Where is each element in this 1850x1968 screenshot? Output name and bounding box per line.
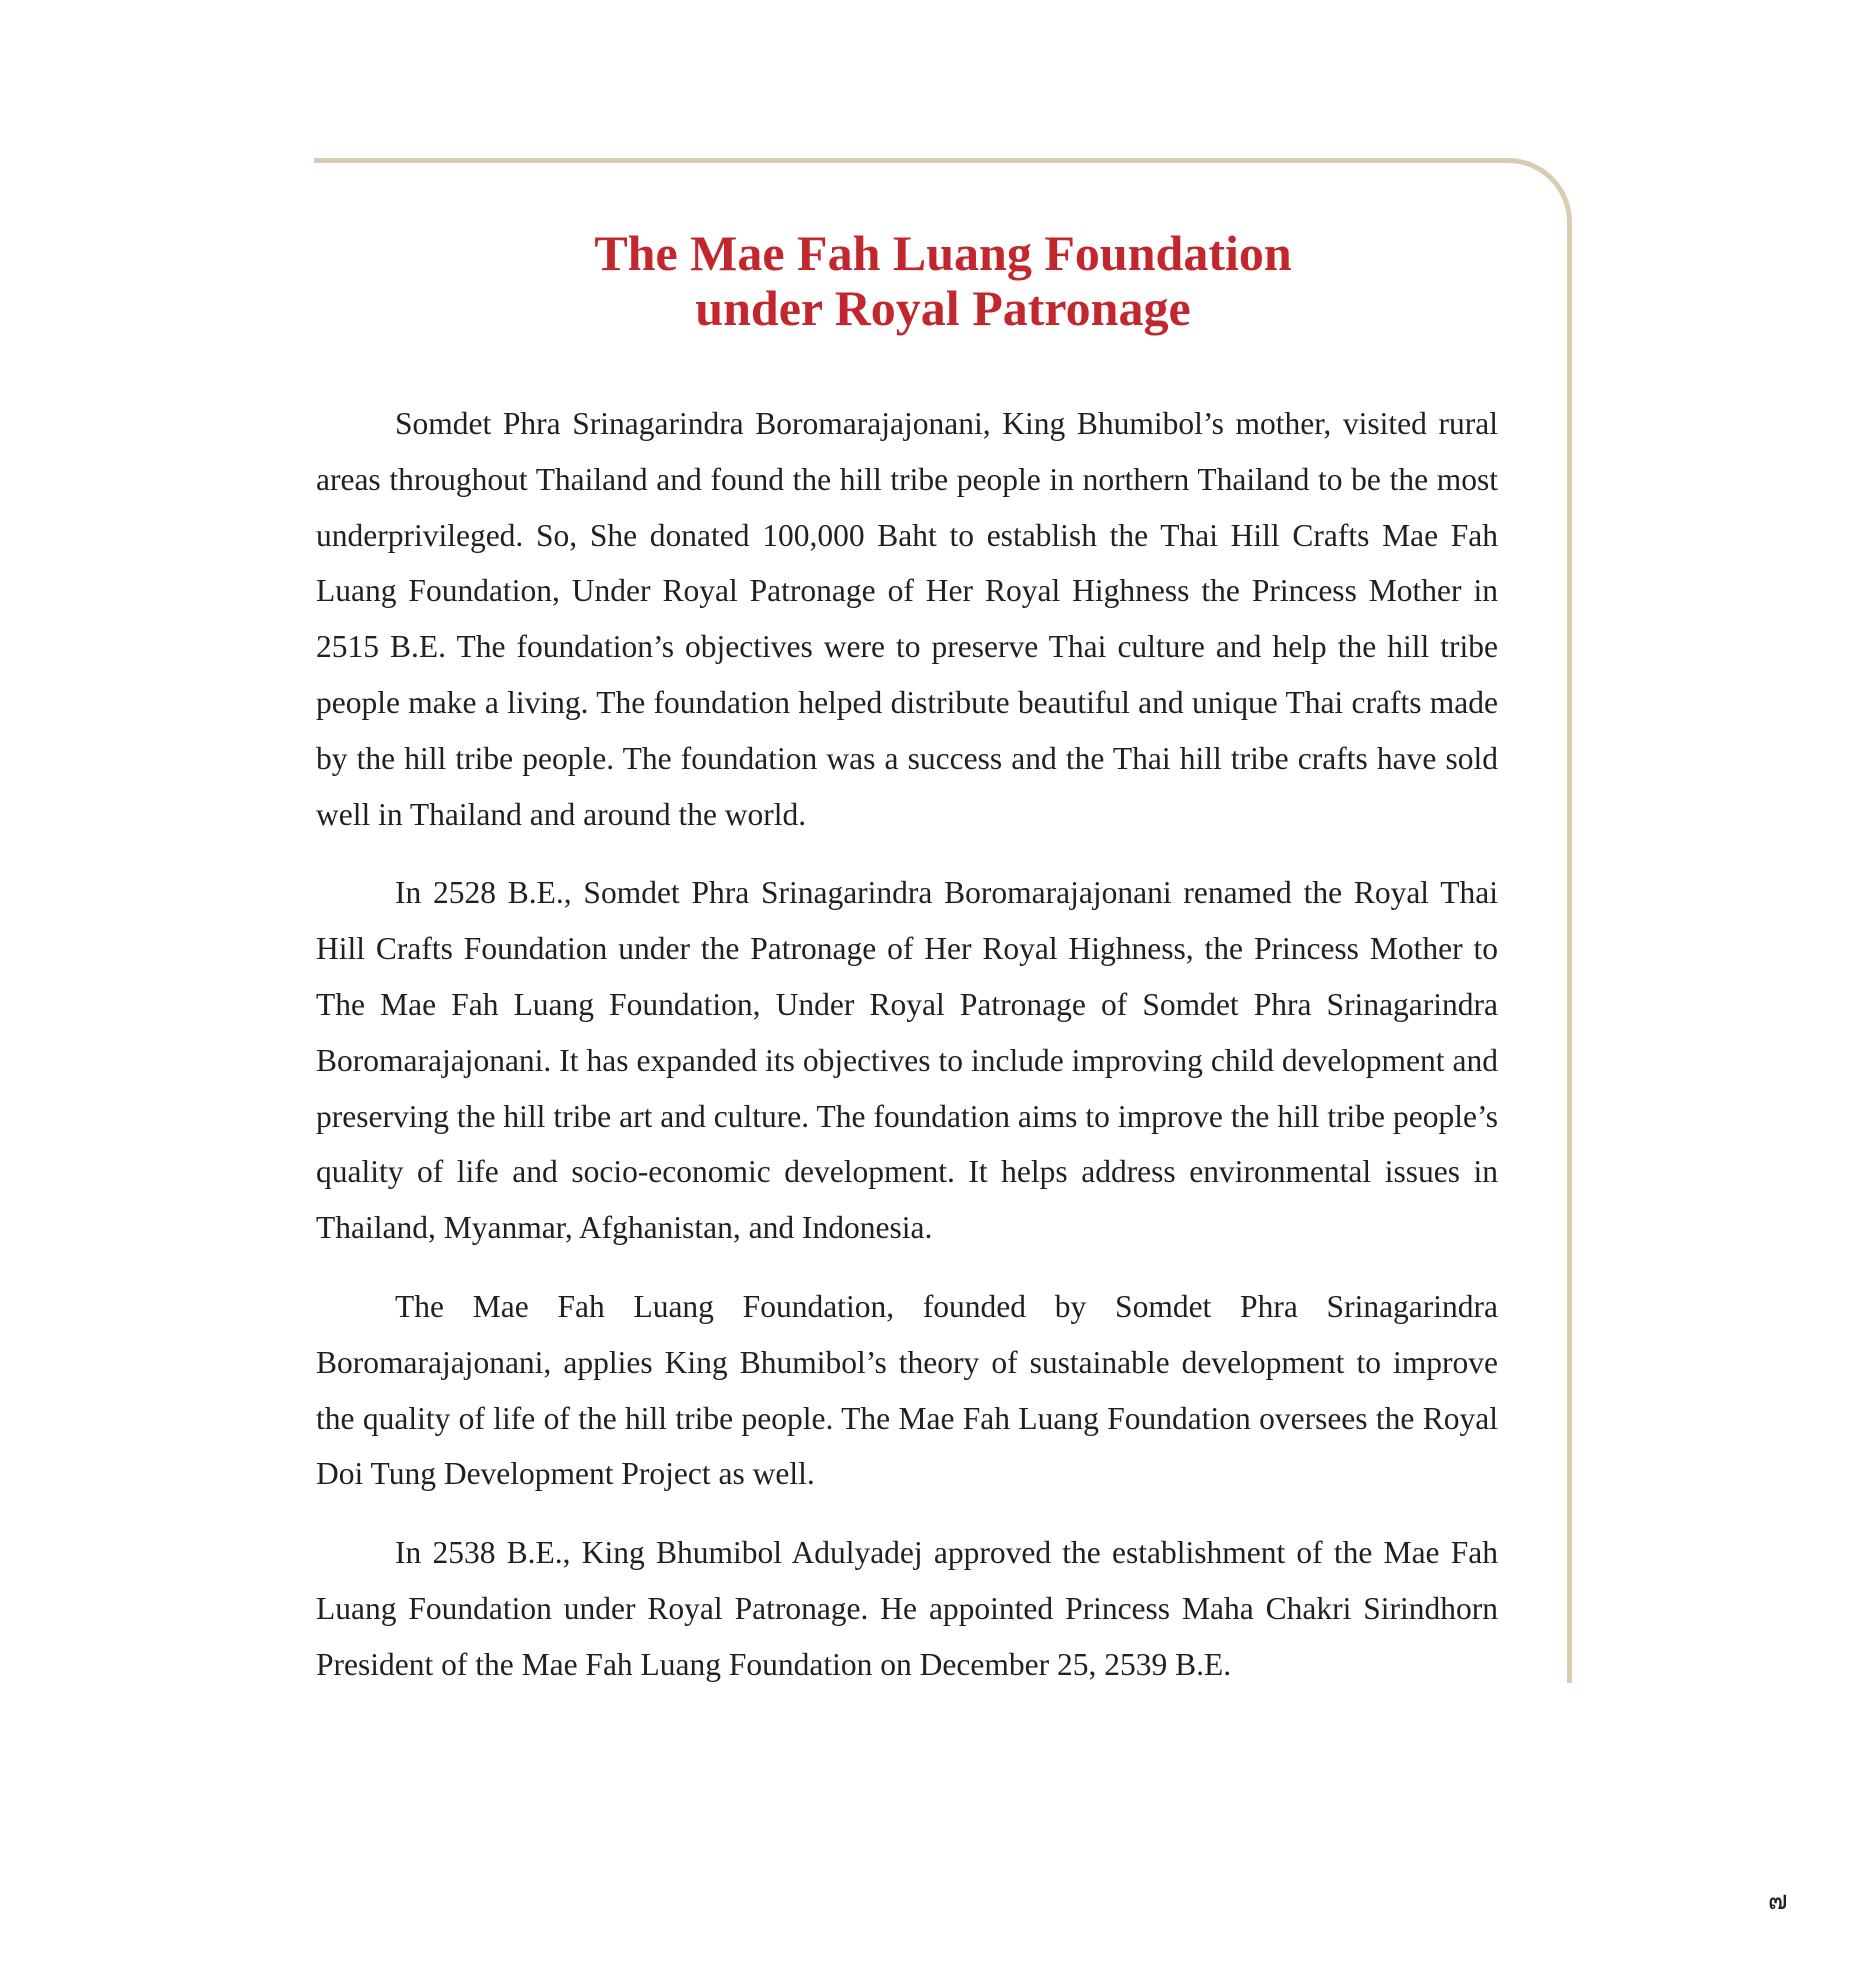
paragraph-4: In 2538 B.E., King Bhumibol Adulyadej approved the establishment of the Mae Fah Luang Foundation under Royal Patronage. He appointed Princess Maha Chakri Sirindhorn President of the Mae Fah Luang Foundation on December 25, 2539 B.E. — [316, 1535, 1498, 1682]
paragraph-2: In 2528 B.E., Somdet Phra Srinagarindra Boromarajajonani renamed the Royal Thai Hill Crafts Foundation under the Patronage of Her Royal Highness, the Princess Mother to The Mae Fah Luang Foundation, Under Royal Patronage of Somdet Phra Srinagarindra Boromarajajonani. It has expanded its objectives to include improving child development and preserving the hill tribe art and culture. The foundation aims to improve the hill tribe people’s quality of life and socio-economic development. It helps address environmental issues in Thailand, Myanmar, Afghanistan, and Indonesia. — [316, 875, 1498, 1246]
article-body — [316, 396, 1498, 1716]
title-line-1: The Mae Fah Luang Foundation — [594, 225, 1292, 281]
title-line-2: under Royal Patronage — [695, 280, 1191, 336]
page-title — [314, 226, 1572, 336]
paragraph-1: Somdet Phra Srinagarindra Boromarajajonani, King Bhumibol’s mother, visited rural areas throughout Thailand and found the hill tribe people in northern Thailand to be the most underprivileged. So, She donated 100,000 Baht to establish the Thai Hill Crafts Mae Fah Luang Foundation, Under Royal Patronage of Her Royal Highness the Princess Mother in 2515 B.E. The foundation’s objectives were to preserve Thai culture and help the hill tribe people make a living. The foundation helped distribute beautiful and unique Thai crafts made by the hill tribe people. The foundation was a success and the Thai hill tribe crafts have sold well in Thailand and around the world. — [316, 406, 1498, 832]
page-number: ๗ — [1768, 1886, 1788, 1916]
paragraph-3: The Mae Fah Luang Foundation, founded by Somdet Phra Srinagarindra Boromarajajonani, applies King Bhumibol’s theory of sustainable development to improve the quality of life of the hill tribe people. The Mae Fah Luang Foundation oversees the Royal Doi Tung Development Project as well. — [316, 1288, 1498, 1492]
